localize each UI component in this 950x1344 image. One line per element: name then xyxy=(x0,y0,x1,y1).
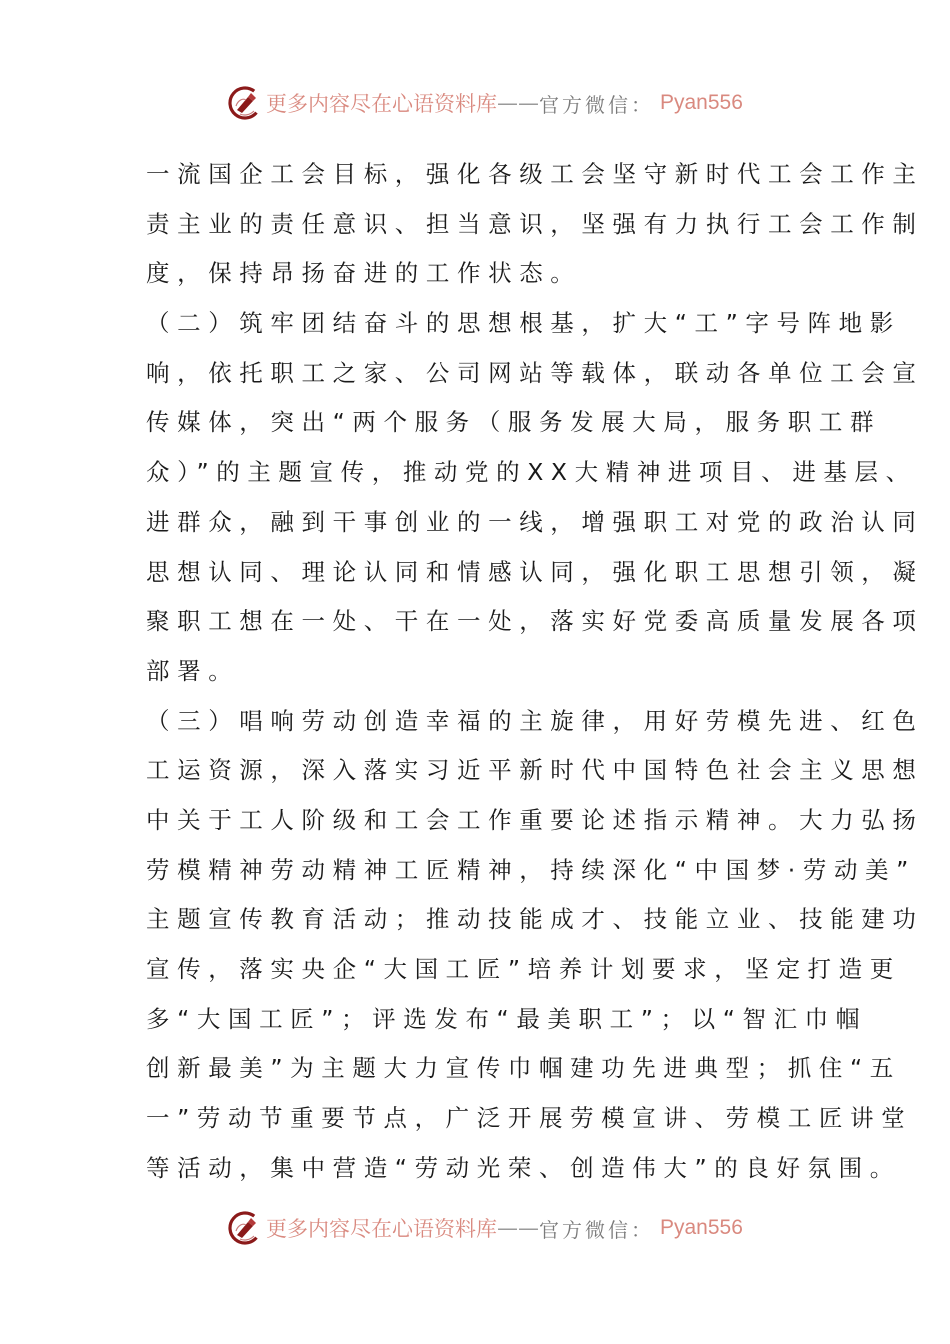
body-line: 聚职工想在一处、干在一处，落实好党委高质量发展各项 xyxy=(146,607,924,636)
document-body xyxy=(146,150,924,1193)
section-two-heading-line: （二）筑牢团结奋斗的思想根基，扩大“工”字号阵地影 xyxy=(146,309,901,338)
footer-watermark xyxy=(228,1208,743,1248)
watermark-site-text: 更多内容尽在心语资料库 xyxy=(266,92,497,116)
body-line: 劳模精神劳动精神工匠精神，持续深化“中国梦·劳动美” xyxy=(146,855,916,884)
body-line: 众）”的主题宣传，推动党的XX大精神进项目、进基层、 xyxy=(146,458,917,487)
body-line: 一”劳动节重要节点，广泛开展劳模宣讲、劳模工匠讲堂 xyxy=(146,1104,913,1133)
body-line: 等活动，集中营造“劳动光荣、创造伟大”的良好氛围。 xyxy=(146,1153,901,1182)
body-line: 思想认同、理论认同和情感认同，强化职工思想引领，凝 xyxy=(146,557,924,586)
watermark-wechat-label: 官方微信： xyxy=(539,1217,654,1242)
body-line: 进群众，融到干事创业的一线，增强职工对党的政治认同 xyxy=(146,507,924,536)
header-watermark xyxy=(228,83,743,123)
body-line: 工运资源，深入落实习近平新时代中国特色社会主义思想 xyxy=(146,756,924,785)
body-line: 宣传，落实央企“大国工匠”培养计划要求，坚定打造更 xyxy=(146,955,901,983)
body-line: 主题宣传教育活动；推动技能成才、技能立业、技能建功 xyxy=(146,905,924,934)
watermark-site-text: 更多内容尽在心语资料库 xyxy=(266,1217,497,1241)
body-line: 中关于工人阶级和工会工作重要论述指示精神。大力弘扬 xyxy=(146,805,924,834)
body-line: 响，依托职工之家、公司网站等载体，联动各单位工会宣 xyxy=(146,358,924,387)
body-line: 部署。 xyxy=(146,656,240,685)
body-line: 传媒体，突出“两个服务（服务发展大局，服务职工群 xyxy=(146,408,882,437)
body-line: 一流国企工会目标，强化各级工会坚守新时代工会工作主 xyxy=(146,160,924,188)
pen-nib-logo-icon xyxy=(228,1211,262,1245)
body-line: 度，保持昂扬奋进的工作状态。 xyxy=(146,259,582,288)
watermark-dash: —— xyxy=(497,1216,539,1240)
body-line: 多“大国工匠”；评选发布“最美职工”；以“智汇巾帼 xyxy=(146,1004,867,1033)
section-three-heading-line: （三）唱响劳动创造幸福的主旋律，用好劳模先进、红色 xyxy=(146,706,924,735)
watermark-wechat-id: Pyan556 xyxy=(660,1216,743,1239)
watermark-wechat-label: 官方微信： xyxy=(539,92,654,117)
watermark-wechat-id: Pyan556 xyxy=(660,91,743,114)
pen-nib-logo-icon xyxy=(228,86,262,120)
watermark-dash: —— xyxy=(497,91,539,115)
body-line: 责主业的责任意识、担当意识，坚强有力执行工会工作制 xyxy=(146,209,924,238)
body-line: 创新最美”为主题大力宣传巾帼建功先进典型；抓住“五 xyxy=(146,1054,901,1083)
